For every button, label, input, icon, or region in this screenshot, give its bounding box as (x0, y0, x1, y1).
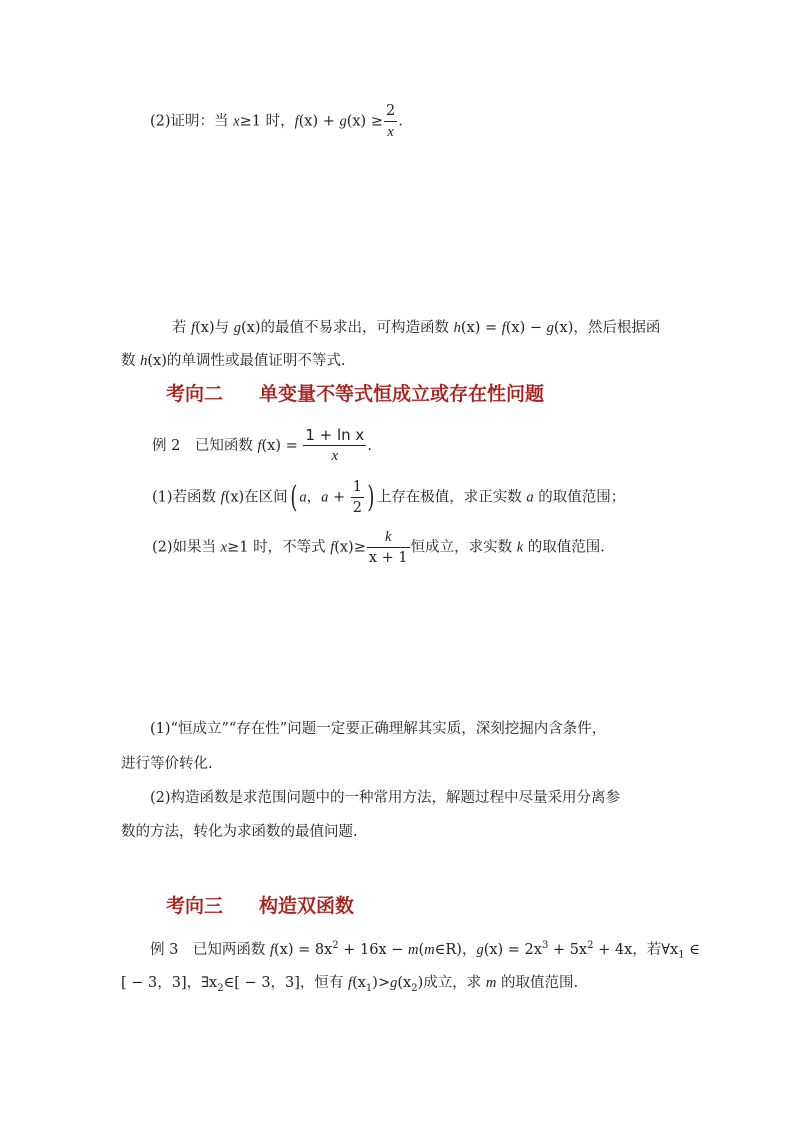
section-heading-3: 考向三 构造双函数 (166, 895, 355, 917)
tip1-line1: 若 f(x)与 g(x)的最值不易求出，可构造函数 h(x) = f(x) − g(x)，然后根据函 (172, 320, 661, 336)
example3-line1: 例 3 已知两函数 $f(x) = 8x^2 + 16x$ − m(m∈R)，$g(x) = 2x^3 + 5x^2 + 4x$，若$\forall x_1$ ∈ (150, 940, 700, 961)
left-paren: ( (290, 479, 298, 515)
tip2-line4: 数的方法，转化为求函数的最值问题. (121, 824, 358, 840)
tip2-line3: (2)构造函数是求范围问题中的一种常用方法，解题过程中尽量采用分离参 (150, 790, 621, 806)
section-heading-2: 考向二 单变量不等式恒成立或存在性问题 (166, 383, 545, 405)
fraction-k-over-x-plus-1: $\frac{k}{x + 1}$ (368, 529, 408, 566)
tip2-line1: (1)“恒成立”“存在性”问题一定要正确理解其实质，深刻挖掘内含条件， (150, 721, 607, 737)
fraction-1-over-2: $\frac{1}{2}$ (352, 479, 363, 516)
example2-q1: (1)若函数 f(x)在区间( a，a + $\frac{1}{2}$ ) 上存在极值，求正实数 a 的取值范围； (152, 479, 626, 516)
fraction-2-over-x: $\frac{2}{x}$ (385, 103, 396, 140)
part2-proof-line: (2)证明：当 x≥1 时，f(x) + g(x) ≥ $\frac{2}{x}$ . (150, 103, 403, 140)
tip1-line2: 数 h(x)的单调性或最值证明不等式. (121, 353, 346, 369)
example2-intro: 例 2 已知函数 f(x) = $\frac{\text{1 + ln x}}{x}$ . (152, 426, 372, 464)
fraction-1-plus-lnx-over-x: $\frac{\text{1 + ln x}}{x}$ (305, 426, 365, 464)
example2-q2: (2)如果当 x≥1 时，不等式 f(x)≥ $\frac{k}{x + 1}$ 恒成立，求实数 k 的取值范围. (152, 529, 605, 566)
right-paren: ) (367, 479, 375, 515)
tip2-line2: 进行等价转化. (121, 756, 213, 772)
example3-line2: [ − 3，3]，$\exists x_2\in[ - 3$，3]，恒有 $f(x_1)>g(x_2)$成立，求 m 的取值范围. (121, 975, 579, 994)
